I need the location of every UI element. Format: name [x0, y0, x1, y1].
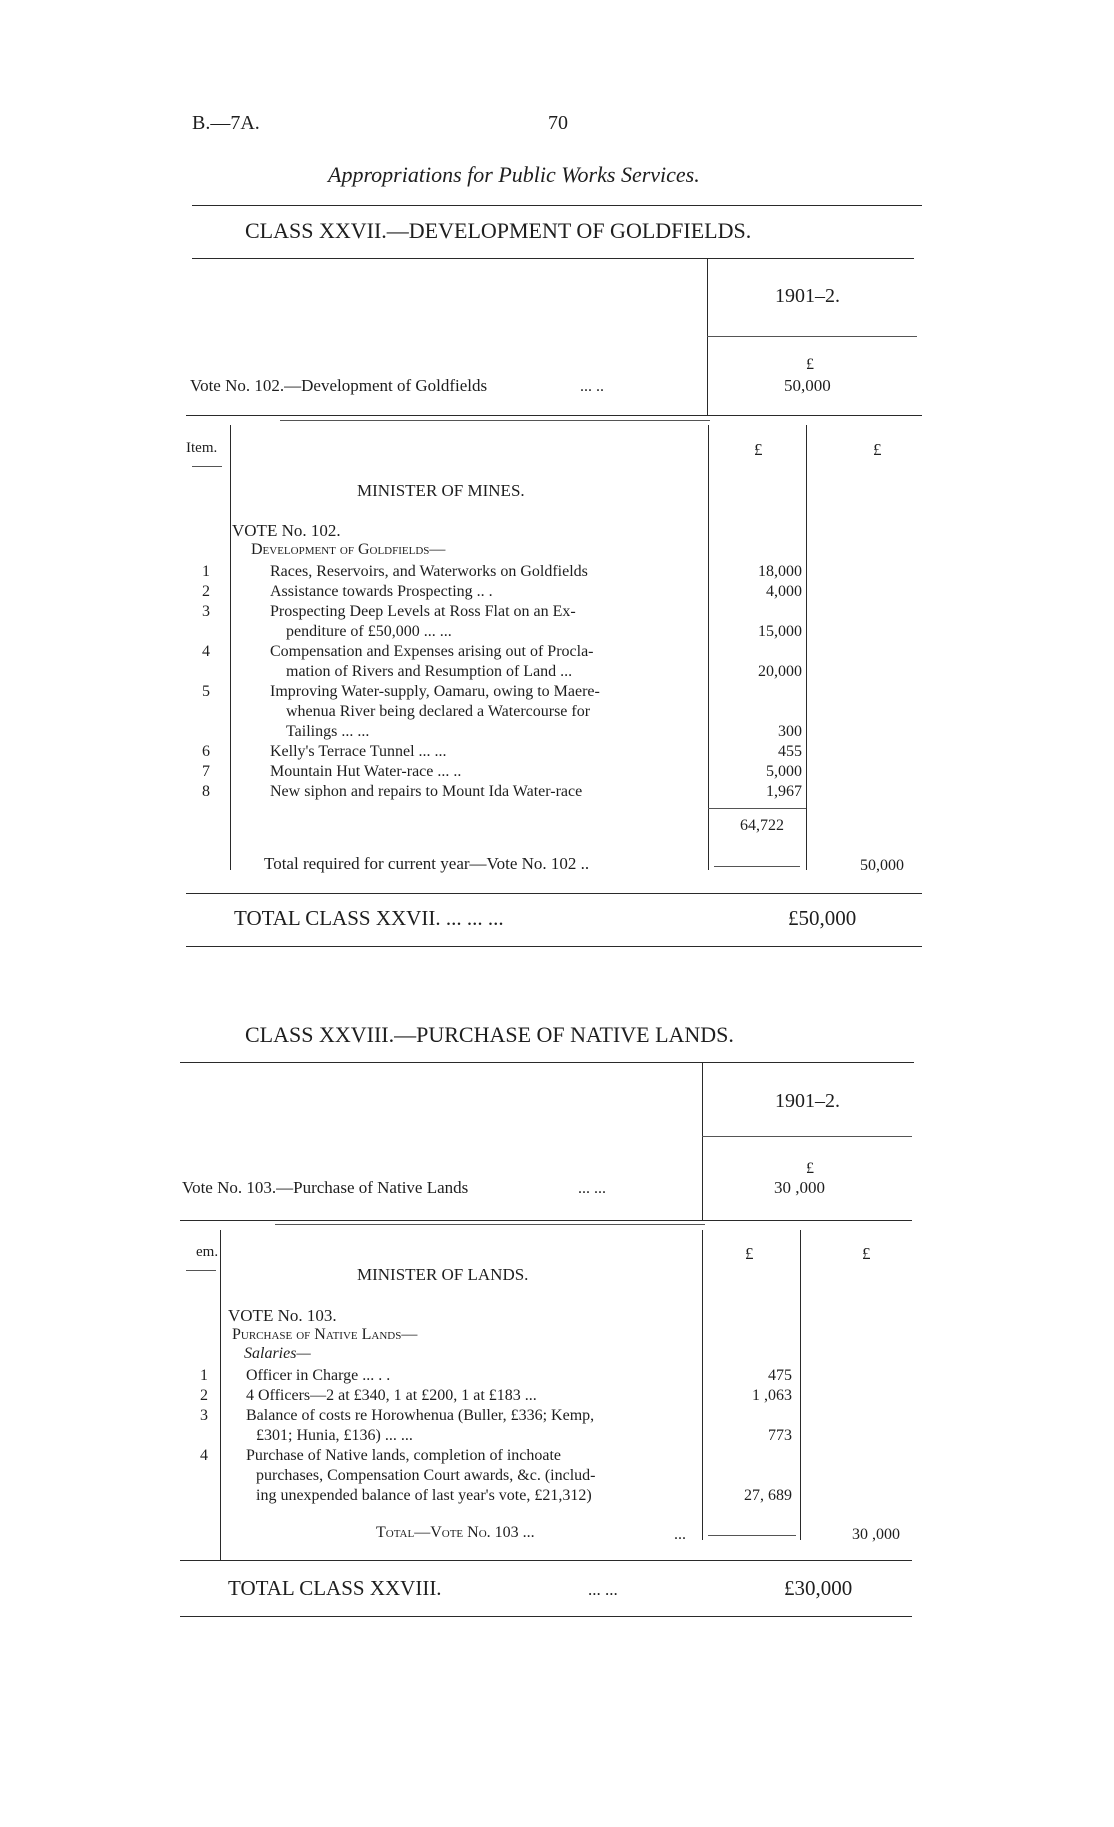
class28-class-total-amount: £30,000	[784, 1576, 853, 1600]
rule	[714, 866, 800, 867]
item-description: mation of Rivers and Resumption of Land ...	[286, 663, 573, 680]
class28-total-label: Total—Vote No. 103 ...	[376, 1524, 535, 1541]
class27-subhead: Development of Goldfields—	[251, 541, 446, 558]
rule	[275, 1224, 705, 1225]
item-description: Officer in Charge ... . .	[246, 1367, 391, 1384]
item-description: Mountain Hut Water-race ... ..	[270, 763, 462, 780]
item-number: 3	[202, 603, 210, 620]
class27-heading: CLASS XXVII.—DEVELOPMENT OF GOLDFIELDS.	[245, 218, 752, 243]
class28-class-total-label: TOTAL CLASS XXVIII.	[228, 1576, 442, 1600]
item-amount: 475	[768, 1367, 792, 1384]
item-number: 2	[200, 1387, 208, 1404]
item-amount: 773	[768, 1427, 792, 1444]
item-description: Assistance towards Prospecting .. .	[270, 583, 493, 600]
class28-subhead: Purchase of Native Lands—	[232, 1326, 418, 1343]
rule	[707, 336, 917, 337]
item-description: Prospecting Deep Levels at Ross Flat on an Ex-	[270, 603, 576, 620]
rule	[280, 420, 710, 421]
item-description: New siphon and repairs to Mount Ida Water-race	[270, 783, 583, 800]
item-number: 7	[202, 763, 210, 780]
item-amount: 20,000	[758, 663, 802, 680]
item-amount: 1,967	[766, 783, 802, 800]
item-amount: 1 ,063	[752, 1387, 792, 1404]
rule	[186, 415, 922, 416]
item-description: Kelly's Terrace Tunnel ... ...	[270, 743, 447, 760]
document-reference: B.—7A.	[192, 112, 260, 134]
item-number: 4	[200, 1447, 208, 1464]
column-divider	[806, 425, 807, 870]
item-description: ing unexpended balance of last year's vote, £21,312)	[256, 1487, 592, 1504]
rule	[180, 1560, 912, 1561]
class28-col1-currency: £	[745, 1244, 754, 1263]
rule	[186, 1270, 216, 1271]
class27-col2-currency: £	[873, 440, 882, 459]
class28-item-header: em.	[196, 1244, 219, 1260]
class27-total-label: Total required for current year—Vote No. 102 ..	[264, 854, 590, 873]
class27-item-header: Item.	[186, 440, 218, 456]
class28-vote-dots: ... ...	[578, 1180, 606, 1197]
column-divider	[220, 1230, 221, 1560]
item-description: penditure of £50,000 ... ...	[286, 623, 452, 640]
item-amount: 300	[778, 723, 802, 740]
class28-class-total-dots: ... ...	[588, 1580, 618, 1599]
item-description: Improving Water-supply, Oamaru, owing to Maere-	[270, 683, 600, 700]
class28-year: 1901–2.	[775, 1090, 840, 1112]
item-description: Balance of costs re Horowhenua (Buller, £336; Kemp,	[246, 1407, 595, 1424]
class27-minister: MINISTER OF MINES.	[357, 481, 525, 500]
column-divider	[707, 258, 708, 416]
column-divider	[800, 1230, 801, 1540]
item-number: 8	[202, 783, 210, 800]
class27-subtotal: 64,722	[740, 817, 784, 834]
rule	[192, 205, 922, 206]
item-amount: 4,000	[766, 583, 802, 600]
page-title: Appropriations for Public Works Services.	[328, 162, 700, 187]
item-number: 6	[202, 743, 210, 760]
item-amount: 5,000	[766, 763, 802, 780]
class27-vote-no: VOTE No. 102.	[232, 521, 341, 540]
class27-class-total-label: TOTAL CLASS XXVII. ... ... ...	[234, 906, 504, 930]
item-amount: 455	[778, 743, 802, 760]
class28-vote-no: VOTE No. 103.	[228, 1306, 337, 1325]
item-description: Purchase of Native lands, completion of inchoate	[246, 1447, 562, 1464]
item-number: 5	[202, 683, 210, 700]
item-amount: 15,000	[758, 623, 802, 640]
item-description: Compensation and Expenses arising out of Procla-	[270, 643, 594, 660]
item-number: 4	[202, 643, 210, 660]
column-divider	[708, 425, 709, 870]
class28-heading: CLASS XXVIII.—PURCHASE OF NATIVE LANDS.	[245, 1022, 734, 1047]
rule	[192, 466, 222, 467]
item-description: whenua River being declared a Watercourse for	[286, 703, 591, 720]
class28-col2-currency: £	[862, 1244, 871, 1263]
column-divider	[702, 1062, 703, 1220]
rule	[708, 1535, 796, 1536]
item-number: 1	[200, 1367, 208, 1384]
item-description: £301; Hunia, £136) ... ...	[256, 1427, 413, 1444]
rule	[186, 893, 922, 894]
class27-year: 1901–2.	[775, 285, 840, 307]
class27-vote-dots: ... ..	[580, 378, 604, 395]
rule	[192, 258, 914, 259]
item-description: Tailings ... ...	[286, 723, 370, 740]
item-number: 3	[200, 1407, 208, 1424]
page-number: 70	[548, 112, 568, 134]
class27-vote-label: Vote No. 102.—Development of Goldfields	[190, 376, 488, 395]
item-amount: 18,000	[758, 563, 802, 580]
rule	[180, 1062, 914, 1063]
class28-salaries: Salaries—	[244, 1345, 311, 1362]
rule	[186, 946, 922, 947]
class28-total-amount: 30 ,000	[852, 1526, 900, 1543]
rule	[702, 1136, 912, 1137]
item-description: purchases, Compensation Court awards, &c. (includ-	[256, 1467, 596, 1484]
rule	[180, 1220, 912, 1221]
rule	[708, 808, 806, 809]
item-number: 2	[202, 583, 210, 600]
item-amount: 27, 689	[744, 1487, 792, 1504]
class27-col1-currency: £	[754, 440, 763, 459]
item-description: Races, Reservoirs, and Waterworks on Goldfields	[270, 563, 588, 580]
class28-vote-currency: £	[806, 1160, 814, 1177]
item-description: 4 Officers—2 at £340, 1 at £200, 1 at £183 ...	[246, 1387, 537, 1404]
class28-total-dots: ...	[674, 1526, 686, 1543]
class28-vote-label: Vote No. 103.—Purchase of Native Lands	[182, 1178, 469, 1197]
column-divider	[230, 425, 231, 870]
class27-total-amount: 50,000	[860, 857, 904, 874]
class28-minister: MINISTER OF LANDS.	[357, 1265, 529, 1284]
item-number: 1	[202, 563, 210, 580]
class27-vote-currency: £	[806, 356, 814, 373]
class27-class-total-amount: £50,000	[788, 906, 857, 930]
rule	[180, 1616, 912, 1617]
class27-vote-amount: 50,000	[784, 376, 831, 395]
class28-vote-amount: 30 ,000	[774, 1178, 825, 1197]
